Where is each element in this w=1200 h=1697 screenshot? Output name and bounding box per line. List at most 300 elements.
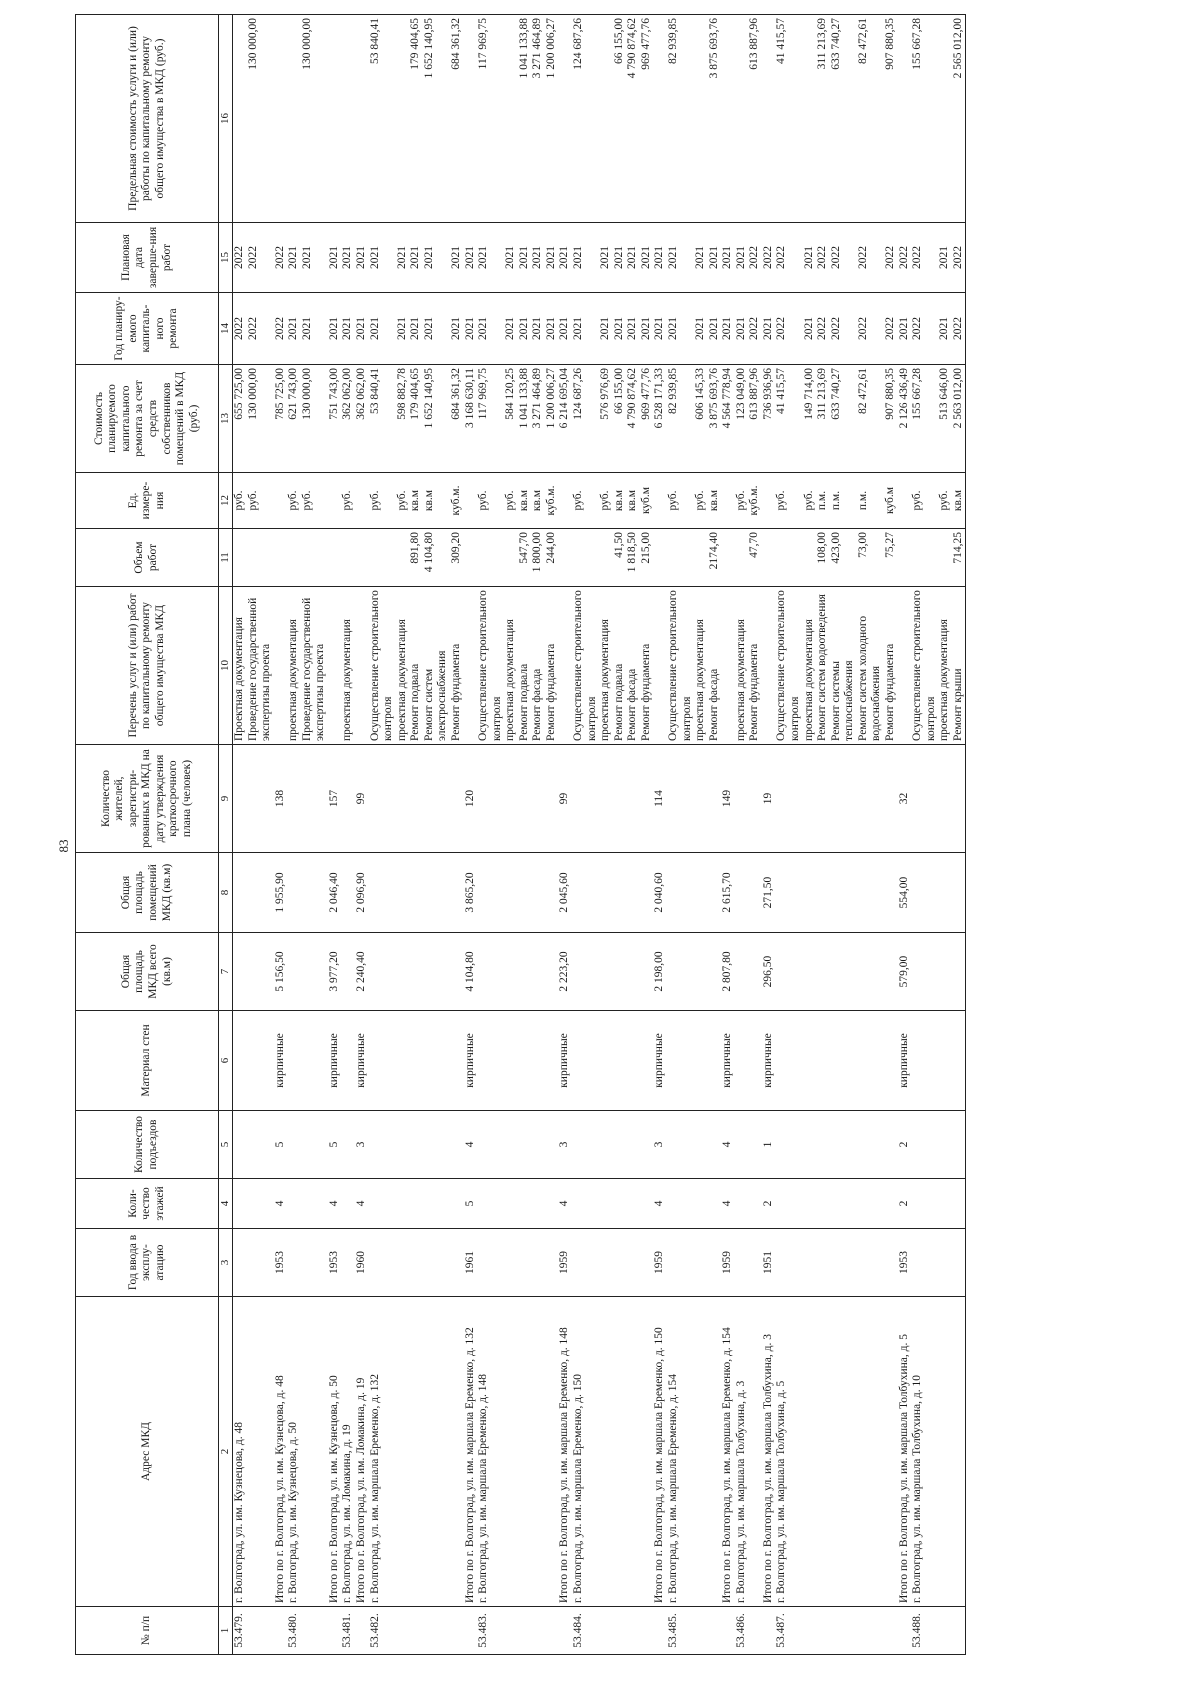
cell-col-8	[409, 853, 423, 933]
cell-col-9	[667, 745, 694, 853]
cell-col-4: 4	[558, 1179, 572, 1229]
cell-col-11	[396, 529, 410, 587]
cell-col-2	[884, 1297, 898, 1607]
cell-col-16: 130 000,00	[247, 15, 274, 223]
cell-col-7	[667, 933, 694, 1011]
cell-col-2: Итого по г. Волгоград, ул. им. маршала Еременко, д. 150	[653, 1297, 667, 1607]
cell-col-15: 2022	[857, 223, 884, 293]
cell-col-9	[232, 745, 246, 853]
cell-col-13: 82 939,85	[667, 365, 694, 473]
cell-col-12: руб.	[287, 473, 301, 529]
cell-col-12	[653, 473, 667, 529]
cell-col-6	[450, 1011, 464, 1111]
cell-col-9	[640, 745, 654, 853]
cell-col-15: 2022	[952, 223, 966, 293]
cell-col-13: 3 168 630,11	[464, 365, 478, 473]
cell-col-16: 4 790 874,62	[626, 15, 640, 223]
cell-col-6	[640, 1011, 654, 1111]
cell-col-15: 2022	[775, 223, 802, 293]
total-row	[274, 15, 288, 1655]
table-row	[572, 15, 599, 1655]
cell-col-14: 2021	[504, 293, 518, 365]
cell-col-7	[911, 933, 938, 1011]
cell-col-11	[653, 529, 667, 587]
cell-col-9: 149	[721, 745, 735, 853]
cell-col-16: 633 740,27	[830, 15, 857, 223]
cell-col-8	[545, 853, 559, 933]
cell-col-16: 1 200 006,27	[545, 15, 559, 223]
cell-col-12	[721, 473, 735, 529]
cell-col-10: Осуществление строительного контроля	[369, 587, 396, 745]
cell-col-12: руб.	[477, 473, 504, 529]
cell-col-16	[558, 15, 572, 223]
cell-col-15: 2021	[450, 223, 464, 293]
cell-col-10	[653, 587, 667, 745]
cell-col-10: Ремонт фасада	[708, 587, 722, 745]
cell-col-6	[247, 1011, 274, 1111]
cell-col-1	[762, 1607, 776, 1655]
cell-col-3	[613, 1229, 627, 1297]
table-row	[531, 15, 545, 1655]
cell-col-10: Проведение государственной экспертизы проекта	[301, 587, 328, 745]
cell-col-15: 2021	[396, 223, 410, 293]
cell-col-9	[423, 745, 450, 853]
cell-col-5	[409, 1111, 423, 1179]
cell-col-1	[626, 1607, 640, 1655]
cell-col-15: 2021	[477, 223, 504, 293]
total-row	[328, 15, 342, 1655]
column-header-5: Количество подъездов	[76, 1111, 219, 1179]
cell-col-1	[558, 1607, 572, 1655]
cell-col-16: 2 565 012,00	[952, 15, 966, 223]
cell-col-4	[423, 1179, 450, 1229]
cell-col-13: 311 213,69	[816, 365, 830, 473]
cell-col-12: куб.м	[640, 473, 654, 529]
cell-col-4	[599, 1179, 613, 1229]
cell-col-4	[626, 1179, 640, 1229]
cell-col-1	[721, 1607, 735, 1655]
cell-col-1	[748, 1607, 762, 1655]
cell-col-15: 2021	[694, 223, 708, 293]
cell-col-10	[898, 587, 912, 745]
cell-col-13: 736 936,96	[762, 365, 776, 473]
cell-col-1	[830, 1607, 857, 1655]
cell-col-11	[504, 529, 518, 587]
cell-col-2	[803, 1297, 817, 1607]
cell-col-5	[369, 1111, 396, 1179]
cell-col-7: 3 977,20	[328, 933, 342, 1011]
cell-col-4	[450, 1179, 464, 1229]
cell-col-4	[803, 1179, 817, 1229]
column-header-12: Ед. измере-ния	[76, 473, 219, 529]
cell-col-16	[735, 15, 749, 223]
column-header-8: Общая площадь помещений МКД (кв.м)	[76, 853, 219, 933]
cell-col-7	[423, 933, 450, 1011]
cell-col-13: 907 880,35	[884, 365, 898, 473]
cell-col-7	[613, 933, 627, 1011]
cell-col-2: г. Волгоград, ул. им. маршала Толбухина, д. 5	[775, 1297, 802, 1607]
cell-col-9	[572, 745, 599, 853]
cell-col-10: Ремонт фасада	[531, 587, 545, 745]
cell-col-6: кирпичные	[464, 1011, 478, 1111]
cell-col-7	[518, 933, 532, 1011]
cell-col-3: 1953	[274, 1229, 288, 1297]
cell-col-3	[830, 1229, 857, 1297]
cell-col-3	[504, 1229, 518, 1297]
cell-col-6: кирпичные	[653, 1011, 667, 1111]
cell-col-16	[694, 15, 708, 223]
cell-col-3	[803, 1229, 817, 1297]
cell-col-15: 2021	[423, 223, 450, 293]
cell-col-2: Итого по г. Волгоград, ул. им. Ломакина, д. 19	[355, 1297, 369, 1607]
cell-col-5	[613, 1111, 627, 1179]
cell-col-6	[477, 1011, 504, 1111]
cell-col-11	[938, 529, 952, 587]
cell-col-11: 547,70	[518, 529, 532, 587]
cell-col-6	[748, 1011, 762, 1111]
cell-col-12: п.м.	[857, 473, 884, 529]
cell-col-14: 2021	[653, 293, 667, 365]
cell-col-13: 655 725,00	[232, 365, 246, 473]
cell-col-2	[830, 1297, 857, 1607]
cell-col-3: 1959	[653, 1229, 667, 1297]
cell-col-12: руб.	[301, 473, 328, 529]
cell-col-8	[748, 853, 762, 933]
cell-col-12: руб.	[341, 473, 355, 529]
cell-col-10: Ремонт подвала	[518, 587, 532, 745]
table-row	[735, 15, 749, 1655]
cell-col-1	[531, 1607, 545, 1655]
cell-col-5	[694, 1111, 708, 1179]
cell-col-15: 2021	[938, 223, 952, 293]
cell-col-15: 2022	[816, 223, 830, 293]
cell-col-9	[247, 745, 274, 853]
cell-col-3	[694, 1229, 708, 1297]
cell-col-3	[396, 1229, 410, 1297]
cell-col-1: 53.485.	[667, 1607, 694, 1655]
cell-col-6	[884, 1011, 898, 1111]
cell-col-8	[301, 853, 328, 933]
column-number-7: 7	[219, 933, 233, 1011]
cell-col-13: 606 145,33	[694, 365, 708, 473]
cell-col-14: 2021	[938, 293, 952, 365]
cell-col-4	[952, 1179, 966, 1229]
cell-col-15: 2022	[274, 223, 288, 293]
cell-col-5	[247, 1111, 274, 1179]
cell-col-5	[735, 1111, 749, 1179]
cell-col-6	[287, 1011, 301, 1111]
cell-col-8: 1 955,90	[274, 853, 288, 933]
cell-col-12	[355, 473, 369, 529]
cell-col-7	[341, 933, 355, 1011]
table-row	[911, 15, 938, 1655]
cell-col-11	[911, 529, 938, 587]
cell-col-5	[477, 1111, 504, 1179]
cell-col-4: 2	[898, 1179, 912, 1229]
cell-col-14: 2022	[274, 293, 288, 365]
cell-col-9	[735, 745, 749, 853]
cell-col-2	[396, 1297, 410, 1607]
table-row	[667, 15, 694, 1655]
cell-col-14: 2022	[775, 293, 802, 365]
cell-col-16: 1 652 140,95	[423, 15, 450, 223]
cell-col-4	[911, 1179, 938, 1229]
cell-col-7	[409, 933, 423, 1011]
table-row	[341, 15, 355, 1655]
cell-col-6	[369, 1011, 396, 1111]
cell-col-9	[301, 745, 328, 853]
cell-col-6: кирпичные	[328, 1011, 342, 1111]
cell-col-7	[816, 933, 830, 1011]
cell-col-15: 2022	[830, 223, 857, 293]
cell-col-3	[287, 1229, 301, 1297]
cell-col-8	[287, 853, 301, 933]
cell-col-2	[613, 1297, 627, 1607]
cell-col-5	[423, 1111, 450, 1179]
cell-col-14: 2022	[911, 293, 938, 365]
cell-col-3	[952, 1229, 966, 1297]
cell-col-7: 2 240,40	[355, 933, 369, 1011]
total-row	[355, 15, 369, 1655]
cell-col-6	[301, 1011, 328, 1111]
cell-col-11: 215,00	[640, 529, 654, 587]
cell-col-2	[247, 1297, 274, 1607]
cell-col-1	[355, 1607, 369, 1655]
cell-col-7	[803, 933, 817, 1011]
cell-col-6	[694, 1011, 708, 1111]
cell-col-5	[803, 1111, 817, 1179]
cell-col-2: Итого по г. Волгоград, ул. им. маршала Еременко, д. 132	[464, 1297, 478, 1607]
cell-col-8	[450, 853, 464, 933]
cell-col-8	[803, 853, 817, 933]
cell-col-11	[803, 529, 817, 587]
cell-col-2	[748, 1297, 762, 1607]
cell-col-1: 53.484.	[572, 1607, 599, 1655]
cell-col-10	[558, 587, 572, 745]
cell-col-13: 130 000,00	[247, 365, 274, 473]
cell-col-1	[328, 1607, 342, 1655]
cell-col-14: 2021	[626, 293, 640, 365]
cell-col-14: 2022	[816, 293, 830, 365]
table-row	[396, 15, 410, 1655]
cell-col-2	[531, 1297, 545, 1607]
cell-col-2	[640, 1297, 654, 1607]
cell-col-13: 613 887,96	[748, 365, 762, 473]
total-row	[762, 15, 776, 1655]
cell-col-9: 99	[558, 745, 572, 853]
cell-col-7: 2 198,00	[653, 933, 667, 1011]
cell-col-13: 785 725,00	[274, 365, 288, 473]
cell-col-12: руб.	[938, 473, 952, 529]
cell-col-3: 1951	[762, 1229, 776, 1297]
cell-col-16	[762, 15, 776, 223]
cell-col-1	[518, 1607, 532, 1655]
cell-col-5	[531, 1111, 545, 1179]
cell-col-6	[599, 1011, 613, 1111]
cell-col-8	[626, 853, 640, 933]
capital-repair-table	[75, 14, 966, 1655]
cell-col-11	[735, 529, 749, 587]
cell-col-2	[938, 1297, 952, 1607]
cell-col-4	[531, 1179, 545, 1229]
table-row	[748, 15, 762, 1655]
cell-col-3	[816, 1229, 830, 1297]
cell-col-7	[884, 933, 898, 1011]
cell-col-14: 2021	[301, 293, 328, 365]
cell-col-1	[409, 1607, 423, 1655]
cell-col-7	[830, 933, 857, 1011]
cell-col-12: руб.	[232, 473, 246, 529]
cell-col-14: 2022	[748, 293, 762, 365]
cell-col-16	[938, 15, 952, 223]
cell-col-7: 2 223,20	[558, 933, 572, 1011]
cell-col-2	[857, 1297, 884, 1607]
cell-col-15: 2021	[504, 223, 518, 293]
cell-col-12: руб.	[599, 473, 613, 529]
cell-col-9	[803, 745, 817, 853]
table-row	[708, 15, 722, 1655]
cell-col-8	[694, 853, 708, 933]
cell-col-1: 53.483.	[477, 1607, 504, 1655]
cell-col-13: 117 969,75	[477, 365, 504, 473]
cell-col-6	[857, 1011, 884, 1111]
cell-col-13: 969 477,76	[640, 365, 654, 473]
cell-col-3: 1961	[464, 1229, 478, 1297]
cell-col-7	[369, 933, 396, 1011]
cell-col-3	[341, 1229, 355, 1297]
table-row	[450, 15, 464, 1655]
cell-col-14: 2022	[952, 293, 966, 365]
cell-col-12: кв.м	[423, 473, 450, 529]
cell-col-6	[396, 1011, 410, 1111]
cell-col-13: 53 840,41	[369, 365, 396, 473]
cell-col-15: 2021	[328, 223, 342, 293]
cell-col-7	[640, 933, 654, 1011]
cell-col-6	[504, 1011, 518, 1111]
cell-col-9	[748, 745, 762, 853]
table-row	[938, 15, 952, 1655]
cell-col-8	[857, 853, 884, 933]
cell-col-13: 362 062,00	[355, 365, 369, 473]
cell-col-9: 138	[274, 745, 288, 853]
cell-col-14: 2021	[396, 293, 410, 365]
cell-col-14: 2022	[830, 293, 857, 365]
cell-col-13: 66 155,00	[613, 365, 627, 473]
cell-col-14: 2022	[884, 293, 898, 365]
cell-col-9: 32	[898, 745, 912, 853]
cell-col-5: 5	[328, 1111, 342, 1179]
cell-col-11	[247, 529, 274, 587]
cell-col-4: 4	[653, 1179, 667, 1229]
cell-col-11: 108,00	[816, 529, 830, 587]
table-row	[613, 15, 627, 1655]
cell-col-6	[830, 1011, 857, 1111]
cell-col-5: 5	[274, 1111, 288, 1179]
cell-col-5	[857, 1111, 884, 1179]
cell-col-8: 2 615,70	[721, 853, 735, 933]
cell-col-11	[667, 529, 694, 587]
cell-col-3	[477, 1229, 504, 1297]
cell-col-6: кирпичные	[762, 1011, 776, 1111]
cell-col-4	[816, 1179, 830, 1229]
cell-col-2: г. Волгоград, ул. им. Ломакина, д. 19	[341, 1297, 355, 1607]
cell-col-11	[572, 529, 599, 587]
cell-col-9: 157	[328, 745, 342, 853]
cell-col-3: 1960	[355, 1229, 369, 1297]
cell-col-16: 969 477,76	[640, 15, 654, 223]
cell-col-8	[599, 853, 613, 933]
cell-col-13: 2 126 436,49	[898, 365, 912, 473]
cell-col-12	[762, 473, 776, 529]
cell-col-15: 2022	[898, 223, 912, 293]
cell-col-8: 271,50	[762, 853, 776, 933]
cell-col-8	[572, 853, 599, 933]
cell-col-11: 47,70	[748, 529, 762, 587]
column-number-12: 12	[219, 473, 233, 529]
header-row	[76, 15, 219, 1655]
cell-col-15: 2021	[287, 223, 301, 293]
cell-col-15: 2022	[748, 223, 762, 293]
cell-col-2: г. Волгоград, ул. им. маршала Толбухина, д. 3	[735, 1297, 749, 1607]
column-header-6: Материал стен	[76, 1011, 219, 1111]
cell-col-7	[450, 933, 464, 1011]
cell-col-12: руб.	[735, 473, 749, 529]
cell-col-9	[287, 745, 301, 853]
cell-col-2: г. Волгоград, ул. им. Кузнецова, д. 48	[232, 1297, 246, 1607]
cell-col-12: руб.	[694, 473, 708, 529]
cell-col-16: 66 155,00	[613, 15, 627, 223]
cell-col-14: 2021	[355, 293, 369, 365]
cell-col-9	[396, 745, 410, 853]
cell-col-12: руб.	[667, 473, 694, 529]
cell-col-5	[396, 1111, 410, 1179]
cell-col-5	[748, 1111, 762, 1179]
cell-col-10: Ремонт подвала	[409, 587, 423, 745]
cell-col-16: 117 969,75	[477, 15, 504, 223]
cell-col-13: 584 120,25	[504, 365, 518, 473]
cell-col-12: руб.	[504, 473, 518, 529]
cell-col-6	[803, 1011, 817, 1111]
cell-col-1	[450, 1607, 464, 1655]
cell-col-5: 1	[762, 1111, 776, 1179]
cell-col-9	[613, 745, 627, 853]
cell-col-16: 155 667,28	[911, 15, 938, 223]
cell-col-10: Ремонт фасада	[626, 587, 640, 745]
cell-col-16: 907 880,35	[884, 15, 898, 223]
column-number-2: 2	[219, 1297, 233, 1607]
cell-col-2	[952, 1297, 966, 1607]
cell-col-16	[898, 15, 912, 223]
cell-col-7	[232, 933, 246, 1011]
cell-col-10: Ремонт фундамента	[450, 587, 464, 745]
cell-col-4	[545, 1179, 559, 1229]
cell-col-2: г. Волгоград, ул. им. маршала Толбухина, д. 10	[911, 1297, 938, 1607]
cell-col-5	[884, 1111, 898, 1179]
cell-col-8	[830, 853, 857, 933]
cell-col-3	[247, 1229, 274, 1297]
cell-col-15: 2021	[640, 223, 654, 293]
cell-col-9: 99	[355, 745, 369, 853]
cell-col-15: 2022	[232, 223, 246, 293]
cell-col-10: проектная документация	[396, 587, 410, 745]
cell-col-10: Ремонт систем холодного водоснабжения	[857, 587, 884, 745]
cell-col-4	[572, 1179, 599, 1229]
cell-col-11	[328, 529, 342, 587]
cell-col-13: 684 361,32	[450, 365, 464, 473]
cell-col-12: п.м.	[816, 473, 830, 529]
cell-col-9	[857, 745, 884, 853]
cell-col-2: г. Волгоград, ул. им. маршала Еременко, д. 150	[572, 1297, 599, 1607]
